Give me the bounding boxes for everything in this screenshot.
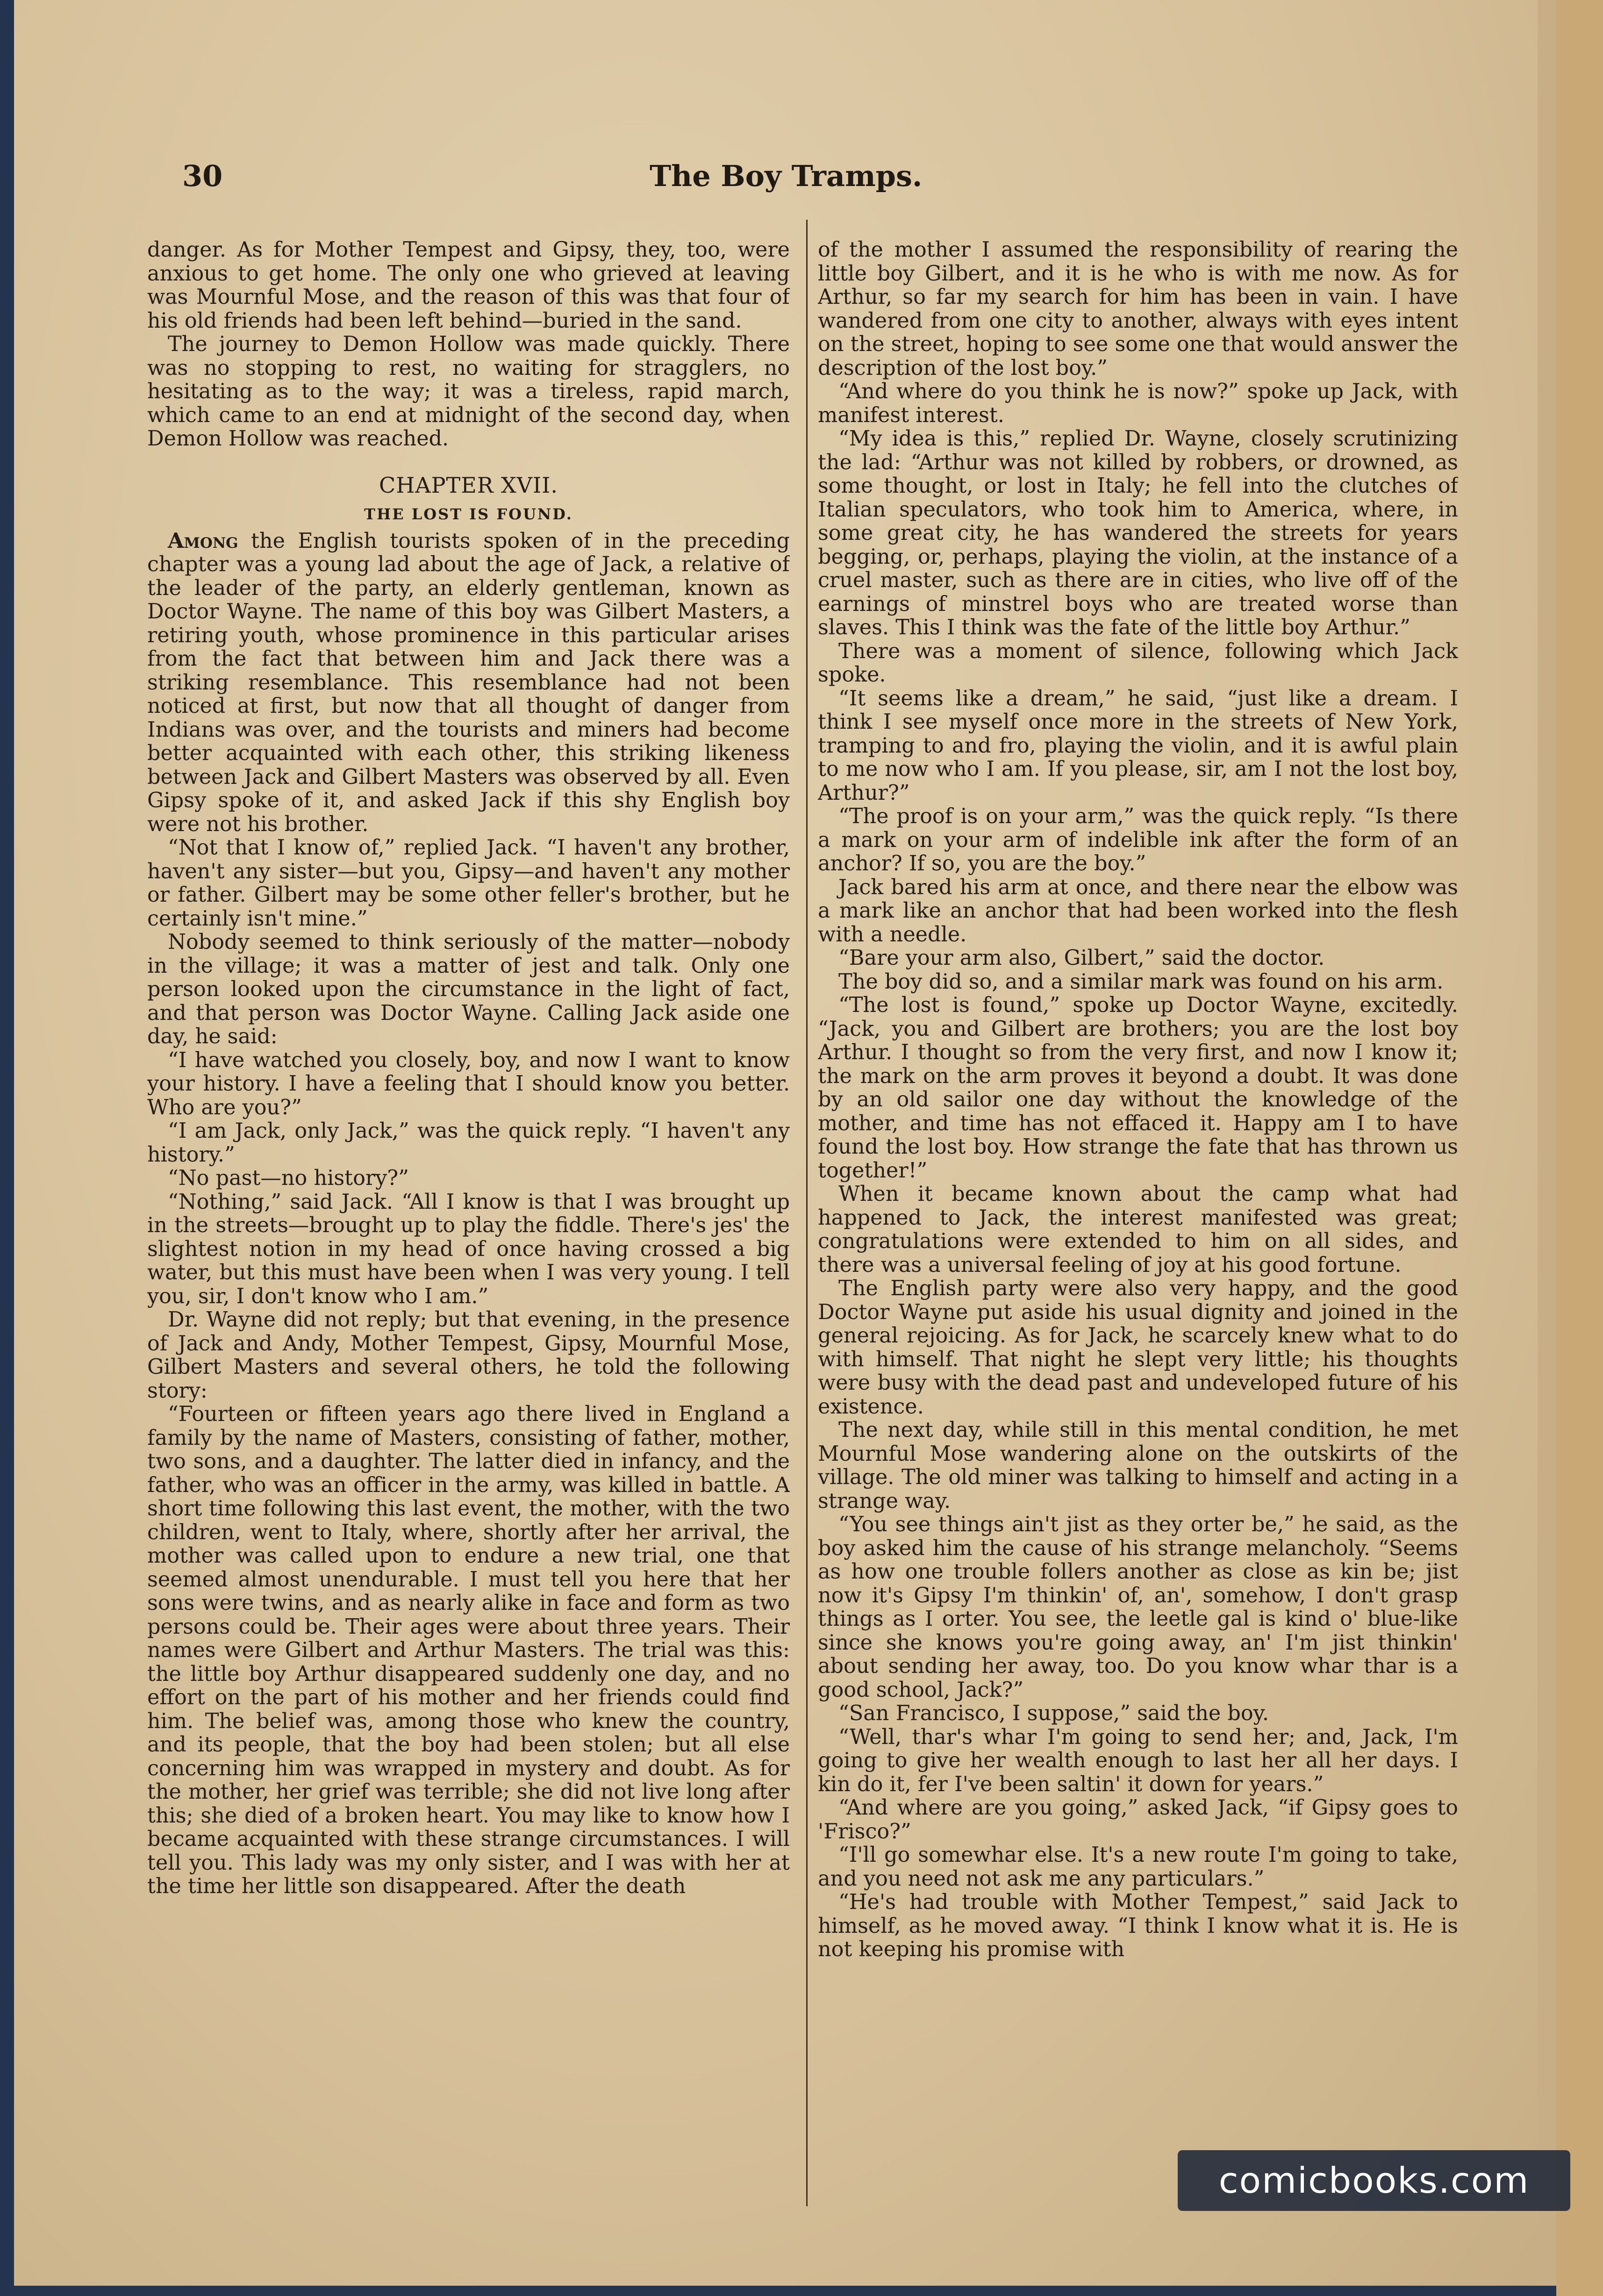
paragraph: When it became known about the camp what had happened to Jack, the interest manifested was great; congratulations were extended to him on all sides, and there was a universal feeling of joy at his good fortune. — [818, 1182, 1458, 1277]
paragraph: “My idea is this,” replied Dr. Wayne, closely scrutinizing the lad: “Arthur was not killed by robbers, or drowned, as some thought, or lost in Italy; he fell into the clutches of Italian speculators, who took him to America, where, in some great city, he has wandered the streets for years begging, or, perhaps, playing the violin, at the instance of a cruel master, such as there are in cities, who live off of the earnings of minstrel boys who are treated worse than slaves. This I think was the fate of the little boy Arthur.” — [818, 427, 1458, 639]
paragraph: Dr. Wayne did not reply; but that evening, in the presence of Jack and Andy, Mother Tempest, Gipsy, Mournful Mose, Gilbert Masters and several others, he told the following story: — [147, 1308, 790, 1403]
running-title: The Boy Tramps. — [650, 159, 923, 193]
chapter-title: CHAPTER XVII. — [379, 472, 558, 498]
column-divider — [806, 220, 808, 2206]
paragraph: “It seems like a dream,” he said, “just like a dream. I think I see myself once more in the streets of New York, tramping to and fro, playing the violin, and it is awful plain to me now who I am. If you please, sir, am I not the lost boy, Arthur?” — [818, 686, 1458, 805]
paragraph: danger. As for Mother Tempest and Gipsy, they, too, were anxious to get home. The only one who grieved at leaving was Mournful Mose, and the reason of this was that four of his old friends had been left behind—buried in the sand. — [147, 238, 790, 333]
paragraph: “Bare your arm also, Gilbert,” said the doctor. — [838, 946, 1325, 970]
book-page — [14, 0, 1566, 2286]
paragraph: “I have watched you closely, boy, and now I want to know your history. I have a feeling that I should know you better. Who are you?” — [147, 1048, 790, 1119]
paragraph: “And where do you think he is now?” spoke up Jack, with manifest interest. — [818, 380, 1458, 427]
watermark: comicbooks.com — [1178, 2150, 1570, 2211]
right-column — [818, 238, 1458, 2183]
paragraph: The journey to Demon Hollow was made quickly. There was no stopping to rest, no waiting for stragglers, no hesitating as to the way; it was a tireless, rapid march, which came to an end at midnight of the second day, when Demon Hollow was reached. — [147, 332, 790, 451]
paragraph: “Fourteen or fifteen years ago there lived in England a family by the name of Masters, consisting of father, mother, two sons, and a daughter. The latter died in infancy, and the father, who was an officer in the army, was killed in battle. A short time following this last event, the mother, with the two children, went to Italy, where, shortly after her arrival, the mother was called upon to endure a new trial, one that seemed almost unendurable. I must tell you here that her sons were twins, and as nearly alike in face and form as two persons could be. Their ages were about three years. Their names were Gilbert and Arthur Masters. The trial was this: the little boy Arthur disappeared suddenly one day, and no effort on the part of his mother and her friends could find him. The belief was, among those who knew the country, and its people, that the boy had been stolen; but all else concerning him was wrapped in mystery and doubt. As for the mother, her grief was terrible; she did not live long after this; she died of a broken heart. You may like to know how I became acquainted with these strange circumstances. I will tell you. This lady was my only sister, and I was with her at the time her little son disappeared. After the death — [147, 1402, 790, 1898]
paragraph: “Nothing,” said Jack. “All I know is that I was brought up in the streets—brought up to play the fiddle. There's jes' the slightest notion in my head of once having crossed a big water, but this must have been when I was very young. I tell you, sir, I don't know who I am.” — [147, 1190, 790, 1308]
paragraph: “The lost is found,” spoke up Doctor Wayne, excitedly. “Jack, you and Gilbert are brothers; you are the lost boy Arthur. I thought so from the very first, and now I know it; the mark on the arm proves it beyond a doubt. It was done by an old sailor one day without the knowledge of the mother, and time has not effaced it. Happy am I to have found the lost boy. How strange the fate that has thrown us together!” — [818, 993, 1458, 1183]
adjacent-page-edge — [1556, 0, 1603, 2296]
paragraph-text: the English tourists spoken of in the preceding chapter was a young lad about the age of Jack, a relative of the leader of the party, an elderly gentleman, known as Doctor Wayne. The name of this boy was Gilbert Masters, a retiring youth, whose prominence in this particular arises from the fact that between him and Jack there was a striking resemblance. This resemblance had not been noticed at first, but now that all thought of danger from Indians was over, and the tourists and miners had become better acquainted with each other, this striking likeness between Jack and Gilbert Masters was observed by all. Even Gipsy spoke of it, and asked Jack if this shy English boy were not his brother. — [147, 529, 790, 836]
paragraph: “I'll go somewhar else. It's a new route I'm going to take, and you need not ask me any particulars.” — [818, 1843, 1458, 1891]
paragraph: “And where are you going,” asked Jack, “if Gipsy goes to 'Frisco?” — [818, 1796, 1458, 1844]
paragraph: The next day, while still in this mental condition, he met Mournful Mose wandering alone on the outskirts of the village. The old miner was talking to himself and acting in a strange way. — [818, 1418, 1458, 1513]
paragraph: “The proof is on your arm,” was the quick reply. “Is there a mark on your arm of indelible ink after the form of an anchor? If so, you are the boy.” — [818, 804, 1458, 875]
chapter-subtitle: THE LOST IS FOUND. — [364, 505, 573, 523]
paragraph: Nobody seemed to think seriously of the matter—nobody in the village; it was a matter of jest and talk. Only one person looked upon the circumstance in the light of fact, and that person was Doctor Wayne. Calling Jack aside one day, he said: — [147, 930, 790, 1048]
paragraph: “Well, thar's whar I'm going to send her; and, Jack, I'm going to give her wealth enough to last her all her days. I kin do it, fer I've been saltin' it down for years.” — [818, 1725, 1458, 1796]
paragraph: “You see things ain't jist as they orter be,” he said, as the boy asked him the cause of his strange melancholy. “Seems as how one trouble follers another as close as kin be; jist now it's Gipsy I'm thinkin' of, an', somehow, I don't grasp things as I orter. You see, the leetle gal is kind o' blue-like since she knows you're going away, an' I'm jist thinkin' about sending her away, too. Do you know whar thar is a good school, Jack?” — [818, 1513, 1458, 1702]
paragraph: “San Francisco, I suppose,” said the boy. — [838, 1701, 1269, 1725]
page-number: 30 — [182, 159, 223, 193]
drop-lead-word: Among — [168, 528, 238, 553]
paragraph: “No past—no history?” — [168, 1166, 409, 1190]
paragraph: of the mother I assumed the responsibility of rearing the little boy Gilbert, and it is he who is with me now. As for Arthur, so far my search for him has been in vain. I have wandered from one city to another, always with eyes intent on the street, hoping to see some one that would answer the description of the lost boy.” — [818, 238, 1458, 380]
paragraph: Jack bared his arm at once, and there near the elbow was a mark like an anchor that had been worked into the flesh with a needle. — [818, 875, 1458, 947]
paragraph: “He's had trouble with Mother Tempest,” said Jack to himself, as he moved away. “I think I know what it is. He is not keeping his promise with — [818, 1890, 1458, 1961]
paragraph: “I am Jack, only Jack,” was the quick reply. “I haven't any history.” — [147, 1119, 790, 1167]
paragraph — [147, 529, 790, 837]
paragraph: There was a moment of silence, following which Jack spoke. — [818, 639, 1458, 687]
left-column — [147, 238, 790, 2183]
paragraph: The English party were also very happy, and the good Doctor Wayne put aside his usual dignity and joined in the general rejoicing. As for Jack, he scarcely knew what to do with himself. That night he slept very little; his thoughts were busy with the dead past and undeveloped future of his existence. — [818, 1277, 1458, 1419]
paragraph: “Not that I know of,” replied Jack. “I haven't any brother, haven't any sister—but you, Gipsy—and haven't any mother or father. Gilbert may be some other feller's brother, but he certainly isn't mine.” — [147, 836, 790, 931]
paragraph: The boy did so, and a similar mark was found on his arm. — [838, 969, 1444, 994]
